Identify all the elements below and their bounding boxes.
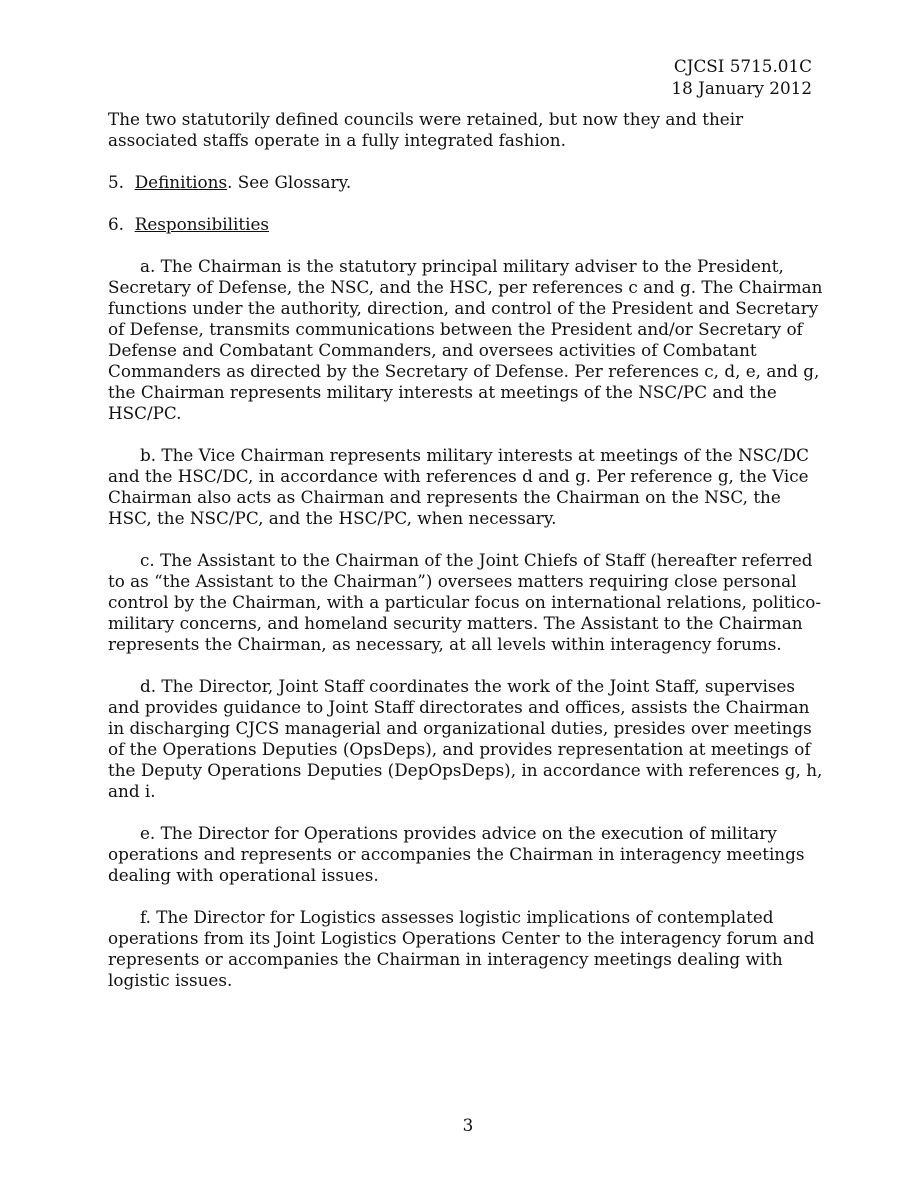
section-5 — [108, 172, 828, 193]
document-page — [108, 0, 828, 1191]
paragraph-f: f. The Director for Logistics assesses logistic implications of contemplated operations from its Joint Logistics Operations Center to the interagency forum and represents or accompanies the Chairman in interagency meetings dealing with logistic issues. — [108, 907, 815, 990]
paragraph-c: c. The Assistant to the Chairman of the Joint Chiefs of Staff (hereafter referred to as “the Assistant to the Chairman”) oversees matters requiring close personal control by the Chairman, with a particular focus on international relations, politico-military concerns, and homeland security matters. The Assistant to the Chairman represents the Chairman, as necessary, at all levels within interagency forums. — [108, 550, 822, 654]
section-5-heading: Definitions — [134, 172, 228, 192]
document-header — [671, 55, 812, 99]
section-6-heading: Responsibilities — [134, 214, 269, 234]
document-date: 18 January 2012 — [671, 78, 812, 98]
section-6-number: 6. — [108, 214, 125, 234]
paragraph-e: e. The Director for Operations provides advice on the execution of military operations and represents or accompanies the Chairman in interagency meetings dealing with operational issues. — [108, 823, 805, 885]
paragraph-b: b. The Vice Chairman represents military interests at meetings of the NSC/DC and the HSC/DC, in accordance with references d and g. Per reference g, the Vice Chairman also acts as Chairman and represents the Chairman on the NSC, the HSC, the NSC/PC, and the HSC/PC, when necessary. — [108, 445, 809, 528]
document-body — [108, 109, 828, 1012]
paragraph-a: a. The Chairman is the statutory principal military adviser to the President, Secretary of Defense, the NSC, and the HSC, per references c and g. The Chairman functions under the authority, direction, and control of the President and Secretary of Defense, transmits communications between the President and/or Secretary of Defense and Combatant Commanders, and oversees activities of Combatant Commanders as directed by the Secretary of Defense. Per references c, d, e, and g, the Chairman represents military interests at meetings of the NSC/PC and the HSC/PC. — [108, 256, 823, 423]
section-6 — [108, 214, 828, 235]
paragraph-d: d. The Director, Joint Staff coordinates the work of the Joint Staff, supervises and provides guidance to Joint Staff directorates and offices, assists the Chairman in discharging CJCS managerial and organizational duties, presides over meetings of the Operations Deputies (OpsDeps), and provides representation at meetings of the Deputy Operations Deputies (DepOpsDeps), in accordance with references g, h, and i. — [108, 676, 823, 801]
document-id: CJCSI 5715.01C — [673, 56, 812, 76]
section-5-text: . See Glossary. — [227, 172, 352, 192]
intro-paragraph: The two statutorily defined councils were retained, but now they and their associated staffs operate in a fully integrated fashion. — [108, 109, 744, 150]
page-number: 3 — [462, 1115, 474, 1135]
section-5-number: 5. — [108, 172, 125, 192]
